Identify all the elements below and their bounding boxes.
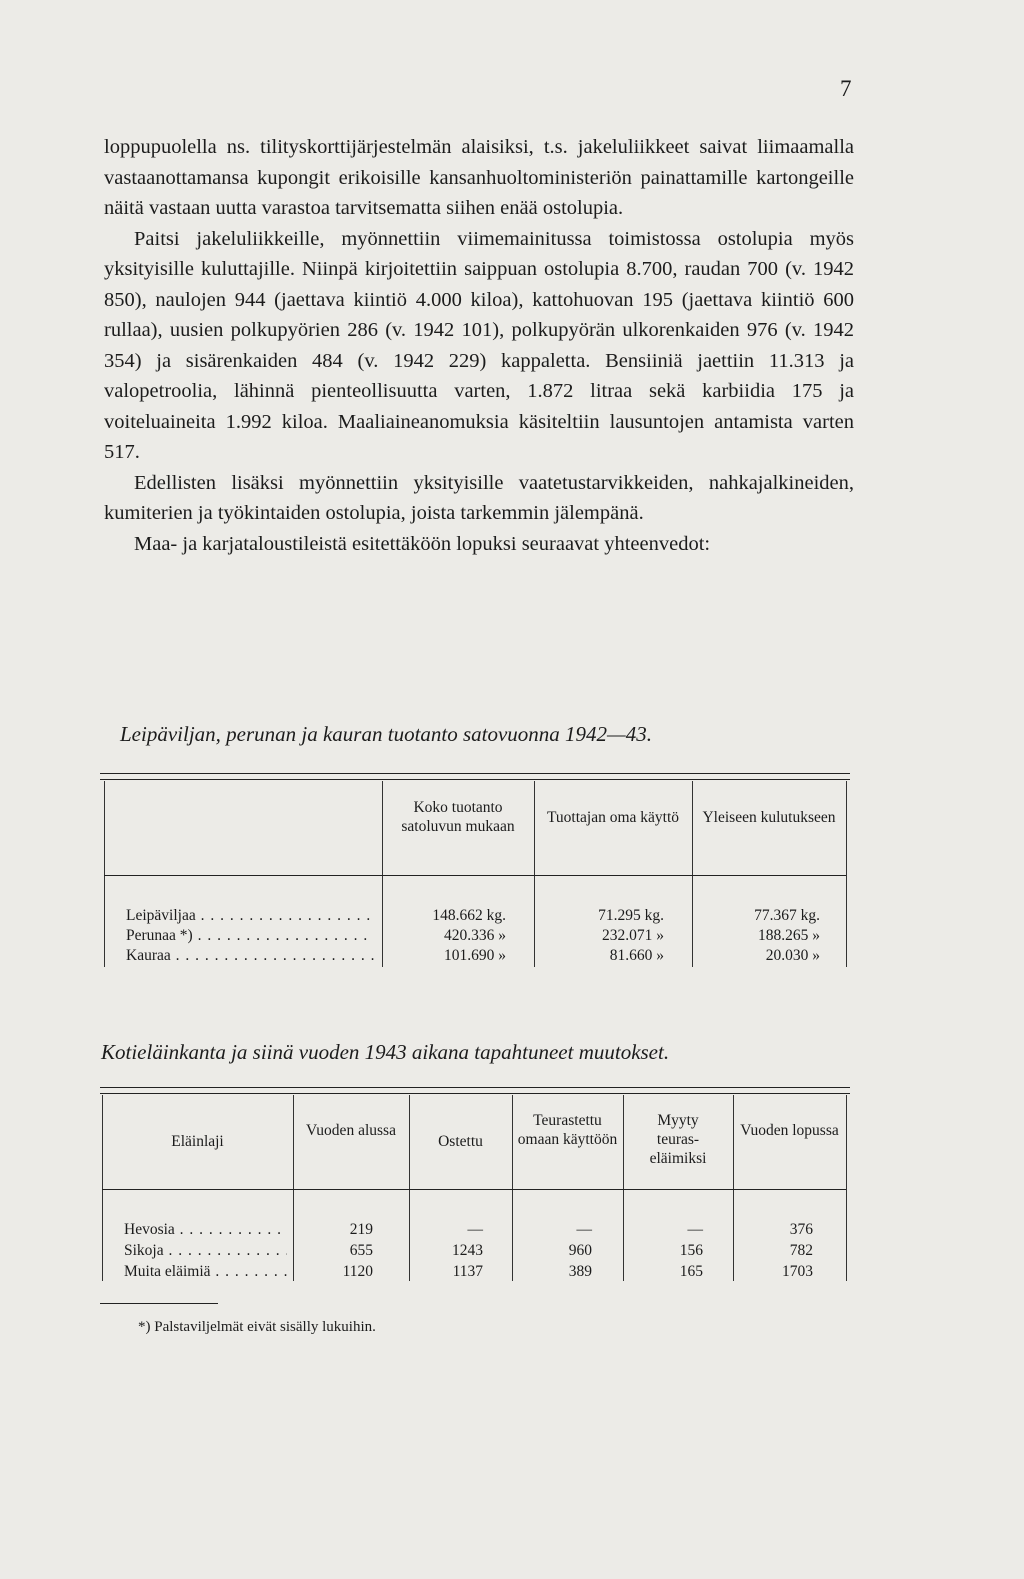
table1-row-label: Perunaa *) . . .: [126, 925, 374, 946]
table2-cell: 165: [679, 1263, 703, 1280]
footnote-rule: [100, 1303, 218, 1304]
paragraph: Maa- ja karjataloustileistä esitettäköön lopuksi seuraavat yhteenvedot:: [134, 532, 711, 555]
table1-top-rule-2: [100, 779, 850, 780]
table2-row-label: Hevosia . . .: [124, 1219, 287, 1240]
table2-cell: 389: [568, 1263, 592, 1280]
table2-cell: 219: [349, 1221, 373, 1238]
table2-top-rule-2: [100, 1093, 850, 1094]
table2-cell: —: [467, 1221, 483, 1238]
table2-caption: Kotieläinkanta ja siinä vuoden 1943 aikana tapahtuneet muutokset.: [101, 1040, 670, 1064]
table1-cell: 232.071 »: [602, 927, 664, 944]
table2-header: Vuoden lopussa: [740, 1122, 839, 1139]
table2-header-rule: [102, 1189, 846, 1190]
table2-col-divider: [409, 1095, 410, 1281]
table1-col-divider: [692, 781, 693, 967]
body-text: [104, 132, 854, 559]
table1-cell: 148.662 kg.: [432, 907, 506, 924]
table2-cell: 1703: [782, 1263, 813, 1280]
table1-row-label: Kauraa . . .: [126, 945, 374, 966]
table1-caption: Leipäviljan, perunan ja kauran tuotanto satovuonna 1942—43.: [120, 722, 652, 746]
table2-cell: 376: [789, 1221, 813, 1238]
table1-cell: 81.660 »: [609, 947, 664, 964]
table2-header: Ostettu: [438, 1133, 483, 1150]
table1-header: Yleiseen kulutukseen: [702, 809, 836, 826]
table1-row-label: Leipäviljaa . . .: [126, 905, 374, 926]
table2-header: Eläinlaji: [171, 1133, 224, 1150]
page-number: 7: [840, 76, 852, 101]
table2-header: Vuoden alussa: [306, 1122, 396, 1139]
table1-header-rule: [104, 875, 846, 876]
footnote: *) Palstaviljelmät eivät sisälly lukuihin.: [138, 1319, 376, 1335]
table2-cell: 960: [568, 1242, 592, 1259]
table2-cell: 1120: [342, 1263, 373, 1280]
table2-cell: 1137: [452, 1263, 483, 1280]
table1-col-divider: [534, 781, 535, 967]
paragraph: Paitsi jakeluliikkeille, myönnettiin viimemainitussa toimistossa ostolupia myös yksityisille kuluttajille. Niinpä kirjoitettiin saippuan ostolupia 8.700, raudan 700 (v. 1942 850), naulojen 944 (jaettava kiintiö 4.000 kiloa), kattohuovan 195 (jaettava kiintiö 600 rullaa), uusien polkupyörien 286 (v. 1942 101), polkupyörän ulkorenkaiden 976 (v. 1942 354) ja sisärenkaiden 484 (v. 1942 229) kappaletta. Bensiiniä jaettiin 11.313 ja valopetroolia, lähinnä pienteollisuutta varten, 1.872 litraa sekä karbiidia 175 ja voiteluaineita 1.992 kiloa. Maaliaineanomuksia käsiteltiin lausuntojen antamista varten 517.: [104, 227, 854, 463]
table1-border-left: [104, 781, 105, 967]
table2-cell: 655: [349, 1242, 373, 1259]
table2-cell: —: [576, 1221, 592, 1238]
table2-col-divider: [733, 1095, 734, 1281]
table2-cell: 156: [679, 1242, 703, 1259]
paragraph: Edellisten lisäksi myönnettiin yksityisille vaatetustarvikkeiden, nahkajalkineiden, kumiterien ja työkintaiden ostolupia, joista tarkemmin jälempänä.: [104, 471, 854, 524]
table1-top-rule: [100, 773, 850, 774]
table1-header: Tuottajan oma käyttö: [546, 809, 680, 826]
table2-border-left: [102, 1095, 103, 1281]
table1-cell: 188.265 »: [758, 927, 820, 944]
table1-cell: 71.295 kg.: [598, 907, 664, 924]
table2-header: Myyty teuras-eläimiksi: [649, 1112, 707, 1167]
table2-col-divider: [293, 1095, 294, 1281]
table1-cell: 101.690 »: [444, 947, 506, 964]
table1-cell: 420.336 »: [444, 927, 506, 944]
table2-col-divider: [623, 1095, 624, 1281]
table1-col-divider: [382, 781, 383, 967]
table2-top-rule: [100, 1087, 850, 1088]
table2-col-divider: [512, 1095, 513, 1281]
table1-cell: 77.367 kg.: [754, 907, 820, 924]
table2-border-right: [846, 1095, 847, 1281]
table2-row-label: Sikoja . . .: [124, 1240, 287, 1261]
table2-cell: —: [687, 1221, 703, 1238]
table2-cell: 782: [789, 1242, 813, 1259]
paragraph: loppupuolella ns. tilityskorttijärjestelmän alaisiksi, t.s. jakeluliikkeet saivat liimaamalla vastaanottamansa kupongit erikoisille kansanhuoltoministeriön painattamille kartongeille näitä vastaan uutta varastoa tarvitsematta siihen enää ostolupia.: [104, 136, 854, 219]
table2-header: Teurastettu omaan käyttöön: [517, 1112, 618, 1148]
table2-cell: 1243: [452, 1242, 483, 1259]
table1-header: Koko tuotanto satoluvun mukaan: [401, 799, 515, 835]
table2-row-label: Muita eläimiä . . .: [124, 1261, 287, 1282]
table1-cell: 20.030 »: [765, 947, 820, 964]
table1-border-right: [846, 781, 847, 967]
